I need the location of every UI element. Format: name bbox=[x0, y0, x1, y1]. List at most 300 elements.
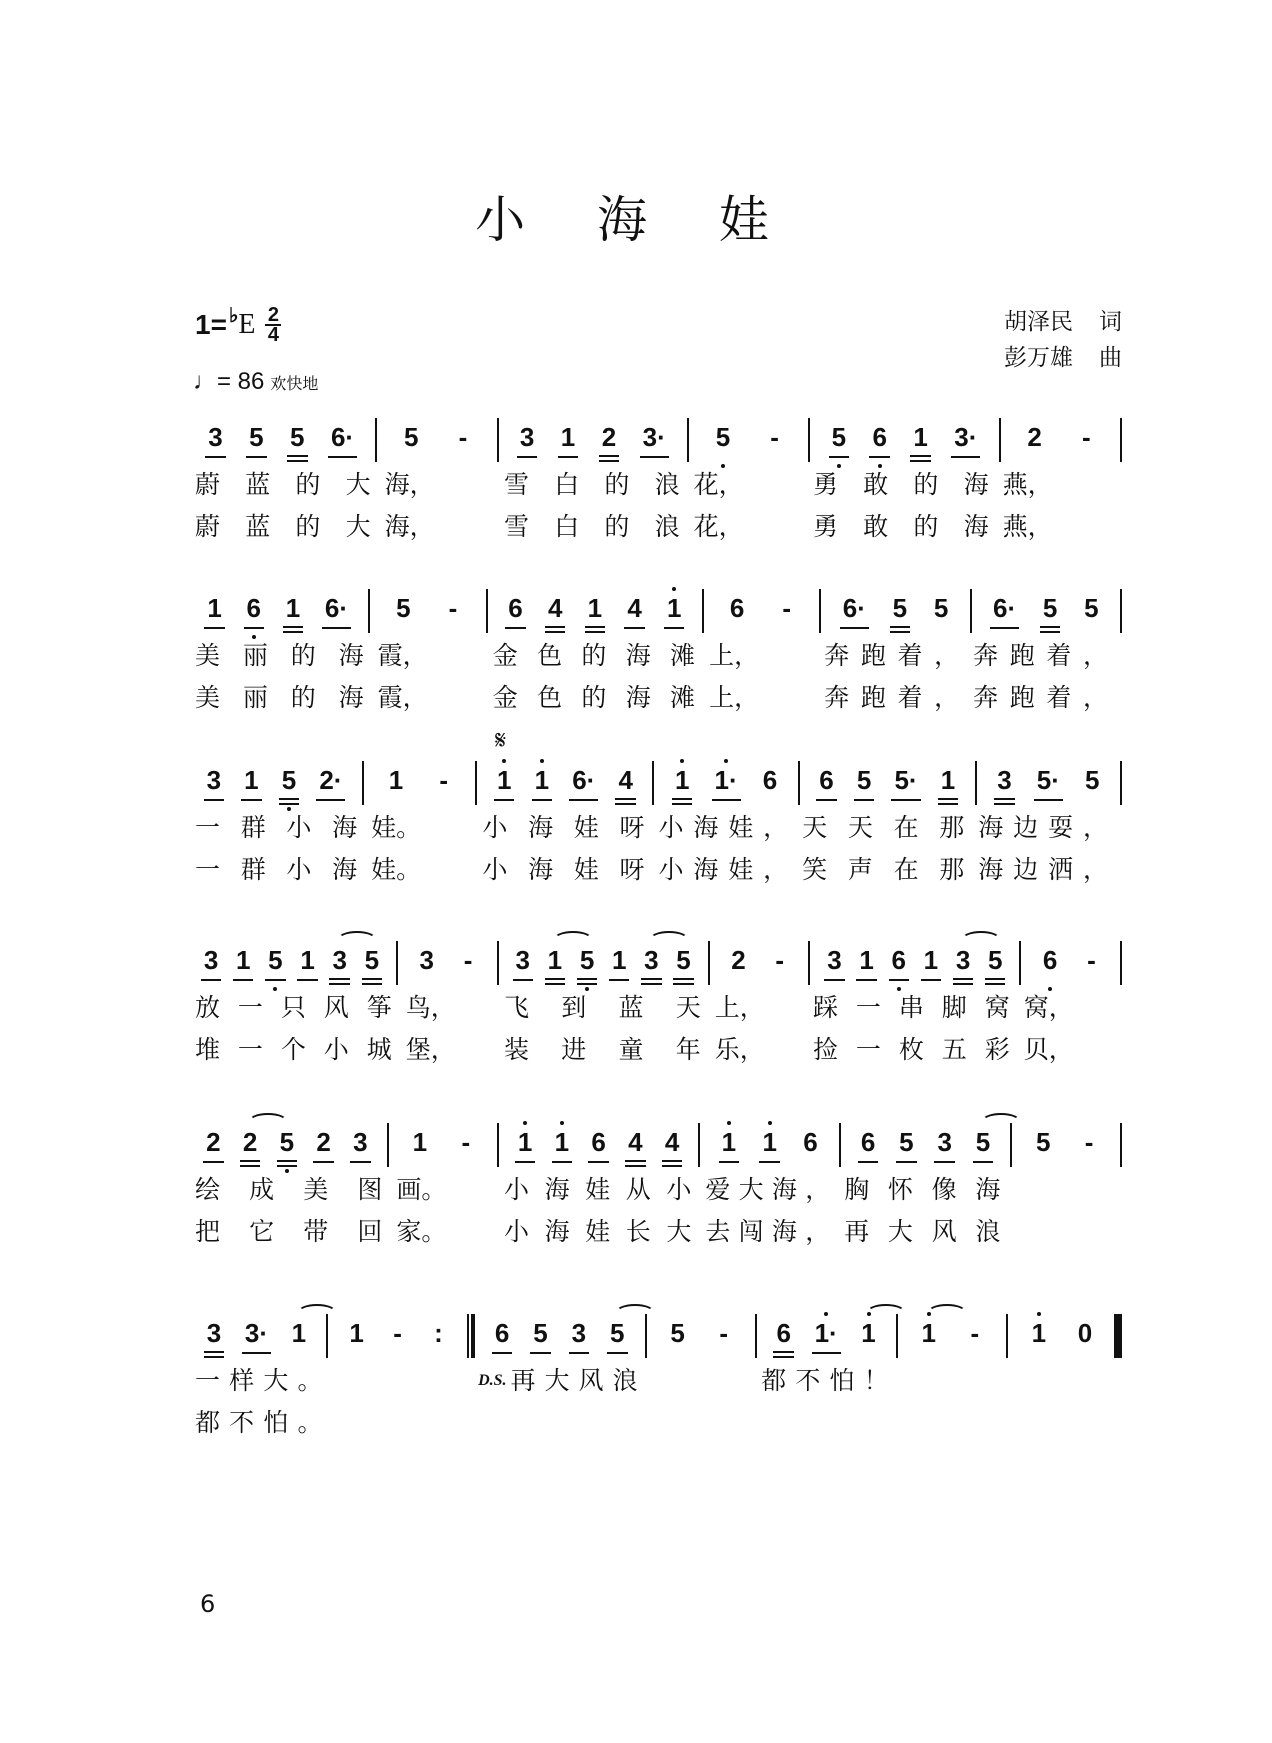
note-digit: 6 bbox=[860, 1127, 876, 1157]
note-digit: 6 bbox=[872, 422, 887, 452]
lyrics-measure bbox=[478, 1362, 651, 1400]
note bbox=[812, 1318, 841, 1358]
lyrics-measure bbox=[802, 809, 978, 847]
slur-arc bbox=[927, 1304, 967, 1322]
measure bbox=[362, 761, 475, 805]
measure bbox=[326, 1314, 473, 1358]
lyrics-measure bbox=[504, 1213, 705, 1251]
note bbox=[891, 765, 920, 805]
lyrics-measure bbox=[378, 637, 493, 675]
measure bbox=[475, 761, 652, 805]
note bbox=[662, 1127, 682, 1167]
note bbox=[896, 1127, 916, 1167]
lyrics-measure bbox=[813, 1031, 1024, 1069]
lyric-text: 霞， bbox=[377, 683, 428, 712]
score-row bbox=[195, 761, 1122, 889]
lyric-text: 小海娃， bbox=[658, 855, 789, 884]
lyrics-measure bbox=[973, 637, 1122, 675]
slur-arc bbox=[297, 1304, 337, 1322]
note bbox=[362, 945, 382, 985]
note bbox=[1033, 1127, 1053, 1167]
lyric-text: 放一只风筝 bbox=[195, 993, 392, 1022]
note bbox=[609, 945, 629, 985]
note bbox=[513, 945, 533, 985]
note bbox=[346, 1318, 366, 1358]
note-digit: 2 bbox=[1027, 422, 1042, 452]
measure bbox=[195, 1123, 387, 1167]
note-digit: - bbox=[461, 1127, 471, 1157]
measure bbox=[687, 418, 808, 462]
lyrics-verse-2 bbox=[195, 851, 1122, 889]
lyrics-verse-1 bbox=[195, 809, 1122, 847]
note bbox=[241, 765, 261, 805]
note-digit: 5 bbox=[892, 593, 908, 623]
note-digit: 4 bbox=[627, 593, 642, 623]
note-digit: 1 bbox=[940, 765, 956, 795]
note bbox=[994, 765, 1014, 805]
note-digit: 1 bbox=[859, 945, 874, 975]
key-signature bbox=[195, 306, 281, 344]
tempo-marking bbox=[193, 368, 318, 396]
lyrics-measure bbox=[651, 1362, 761, 1400]
note-digit: 5 bbox=[856, 765, 872, 795]
note-digit: 1 bbox=[517, 1127, 533, 1157]
note-digit: - bbox=[1084, 1127, 1094, 1157]
key-note: E bbox=[238, 309, 256, 340]
note bbox=[673, 945, 693, 985]
note-digit: 5 bbox=[610, 1318, 625, 1348]
note-digit: 1 bbox=[587, 593, 603, 623]
note bbox=[588, 1127, 608, 1167]
measure bbox=[808, 418, 998, 462]
note-digit: 2 bbox=[731, 945, 746, 975]
lyrics-verse-2 bbox=[195, 508, 1122, 546]
measure bbox=[808, 941, 1019, 985]
note bbox=[545, 593, 565, 633]
note bbox=[388, 1318, 408, 1358]
note-digit: 5 bbox=[364, 945, 380, 975]
measure bbox=[1019, 941, 1122, 985]
note bbox=[328, 422, 357, 462]
note bbox=[577, 945, 597, 985]
note-digit: 5 bbox=[676, 945, 691, 975]
lyrics-verse-1 bbox=[195, 989, 1122, 1027]
measure bbox=[698, 1123, 839, 1167]
measure bbox=[195, 418, 375, 462]
note-digit: 3 bbox=[955, 945, 971, 975]
note-digit: 4 bbox=[628, 1127, 643, 1157]
note-digit: 1 bbox=[388, 765, 404, 795]
measure bbox=[368, 589, 485, 633]
note-digit: 5 bbox=[1035, 1127, 1051, 1157]
lyric-text: 笑声在那 bbox=[802, 855, 965, 884]
note-digit: 5 bbox=[404, 422, 419, 452]
note-digit: 3 bbox=[332, 945, 347, 975]
measure bbox=[195, 1314, 326, 1358]
note bbox=[428, 1318, 448, 1358]
notes-line bbox=[195, 761, 1122, 805]
note-digit: 1 bbox=[611, 945, 627, 975]
note-digit: 6 bbox=[776, 1318, 791, 1348]
note-digit: 2 bbox=[206, 1127, 221, 1157]
lyric-text: 上， bbox=[709, 641, 760, 670]
note bbox=[316, 765, 345, 805]
measure bbox=[195, 589, 368, 633]
lyric-text: 燕， bbox=[1002, 512, 1053, 541]
lyrics-measure bbox=[813, 466, 1003, 504]
note bbox=[1081, 945, 1101, 985]
measure bbox=[396, 941, 497, 985]
lyrics-measure bbox=[195, 809, 371, 847]
lyrics-verse-1 bbox=[195, 466, 1122, 504]
high-octave-dot bbox=[502, 759, 506, 763]
lyrics-measure bbox=[1003, 508, 1122, 546]
note-digit: - bbox=[775, 945, 785, 975]
segno-sign: 𝄋 bbox=[495, 726, 507, 756]
lyrics-measure bbox=[903, 1404, 1013, 1442]
note-digit: 4 bbox=[664, 1127, 680, 1157]
note bbox=[203, 1127, 223, 1167]
note bbox=[773, 1318, 793, 1358]
note-digit: 5 bbox=[987, 945, 1003, 975]
note-digit: 3 bbox=[206, 765, 222, 795]
note bbox=[934, 1127, 954, 1167]
time-numerator: 2 bbox=[267, 304, 280, 326]
note bbox=[760, 765, 780, 805]
measure bbox=[702, 589, 819, 633]
notes-line bbox=[195, 941, 1122, 985]
measure bbox=[497, 418, 687, 462]
note bbox=[1076, 422, 1096, 462]
note bbox=[641, 945, 661, 985]
note bbox=[1040, 593, 1060, 633]
lyrics-measure bbox=[504, 989, 715, 1027]
lyrics-measure bbox=[396, 1171, 504, 1209]
lyrics-measure bbox=[694, 508, 813, 546]
note bbox=[1040, 945, 1060, 985]
credits bbox=[1004, 304, 1122, 376]
lyric-text: 去闯海， bbox=[705, 1217, 831, 1246]
note bbox=[201, 945, 221, 985]
lyric-text: 堡， bbox=[405, 1035, 456, 1064]
low-octave-dot bbox=[721, 464, 725, 468]
measure bbox=[975, 761, 1122, 805]
note-digit: 6· bbox=[330, 422, 355, 452]
lyrics-measure bbox=[337, 1404, 479, 1442]
note-digit: 4 bbox=[618, 765, 633, 795]
low-octave-dot bbox=[252, 635, 256, 639]
note bbox=[938, 765, 958, 805]
note bbox=[277, 1127, 297, 1167]
note bbox=[1029, 1318, 1049, 1358]
lyric-text: 家。 bbox=[396, 1217, 447, 1246]
lyrics-measure bbox=[715, 989, 813, 1027]
note-digit: 4 bbox=[547, 593, 563, 623]
note-digit: 1 bbox=[923, 945, 939, 975]
note bbox=[919, 1318, 939, 1358]
measure bbox=[195, 941, 396, 985]
lyric-text: 乐， bbox=[714, 1035, 765, 1064]
note bbox=[1075, 1318, 1095, 1358]
notes-line bbox=[195, 418, 1122, 462]
lyric-text: 蔚蓝的大 bbox=[195, 470, 371, 499]
note bbox=[858, 1127, 878, 1167]
lyric-text: 娃。 bbox=[371, 855, 422, 884]
lyric-text: 蔚蓝的大 bbox=[195, 512, 371, 541]
lyrics-measure bbox=[824, 679, 973, 717]
lyrics-measure bbox=[482, 809, 658, 847]
note bbox=[279, 765, 299, 805]
lyrics-measure bbox=[1014, 1213, 1122, 1251]
note bbox=[1081, 593, 1101, 633]
note-digit: 2 bbox=[316, 1127, 331, 1157]
note-digit: 5 bbox=[1084, 593, 1099, 623]
lyrics-measure bbox=[658, 809, 802, 847]
note-digit: - bbox=[439, 765, 449, 795]
measure bbox=[652, 761, 797, 805]
note bbox=[443, 593, 463, 633]
note bbox=[515, 1127, 535, 1167]
note bbox=[869, 422, 889, 462]
note-digit: 5 bbox=[933, 593, 949, 623]
note bbox=[242, 1318, 271, 1358]
high-octave-dot bbox=[1037, 1312, 1041, 1316]
note bbox=[714, 1318, 734, 1358]
lyrics-measure bbox=[761, 1362, 903, 1400]
note bbox=[615, 765, 635, 805]
lyric-text: 小海娃， bbox=[658, 813, 789, 842]
lyric-text: 再大风浪 bbox=[510, 1366, 638, 1395]
note-digit: 3 bbox=[644, 945, 659, 975]
note-digit: 6 bbox=[819, 765, 834, 795]
note-digit: 2· bbox=[319, 765, 343, 795]
note-digit: - bbox=[1081, 422, 1091, 452]
lyric-text: 上， bbox=[709, 683, 760, 712]
note-digit: 5 bbox=[279, 1127, 295, 1157]
quarter-note-icon: ♩ bbox=[193, 368, 217, 395]
note-digit: 1 bbox=[300, 945, 315, 975]
low-octave-dot bbox=[878, 464, 882, 468]
high-octave-dot bbox=[560, 1121, 564, 1125]
note bbox=[624, 593, 644, 633]
note-digit: 5 bbox=[579, 945, 595, 975]
note bbox=[204, 1318, 224, 1358]
lyrics-measure bbox=[396, 1213, 504, 1251]
note bbox=[393, 593, 413, 633]
lyric-text: 金色的海滩 bbox=[492, 641, 696, 670]
lyrics-measure bbox=[504, 508, 694, 546]
note bbox=[410, 1127, 430, 1167]
note bbox=[777, 593, 797, 633]
measure bbox=[497, 941, 708, 985]
note bbox=[713, 422, 733, 462]
note bbox=[283, 593, 303, 633]
lyrics-measure bbox=[651, 1404, 761, 1442]
lyrics-measure bbox=[378, 679, 493, 717]
low-octave-dot bbox=[285, 1169, 289, 1173]
key-prefix: 1= bbox=[195, 309, 227, 340]
note bbox=[727, 593, 747, 633]
lyric-text: 爱大海， bbox=[705, 1175, 831, 1204]
note-digit: 5· bbox=[1036, 765, 1060, 795]
notes-line bbox=[195, 589, 1122, 633]
note-digit: 5· bbox=[894, 765, 918, 795]
low-octave-dot bbox=[287, 807, 291, 811]
note-digit: 3 bbox=[997, 765, 1012, 795]
low-octave-dot bbox=[837, 464, 841, 468]
time-denominator: 4 bbox=[267, 324, 280, 346]
note-digit: 1 bbox=[762, 1127, 777, 1157]
score-row bbox=[195, 941, 1122, 1069]
note-digit: 5 bbox=[831, 422, 847, 452]
lyrics-measure bbox=[658, 851, 802, 889]
note bbox=[931, 593, 951, 633]
lyrics-measure bbox=[406, 989, 504, 1027]
lyric-text: 花， bbox=[693, 470, 744, 499]
lyrics-measure bbox=[493, 637, 709, 675]
lyric-text: 装进童年 bbox=[504, 1035, 701, 1064]
note bbox=[401, 422, 421, 462]
lyric-text: 一群小海 bbox=[195, 813, 358, 842]
note-digit: - bbox=[448, 593, 458, 623]
note-digit: 6· bbox=[572, 765, 596, 795]
lyric-text: 胸怀像海 bbox=[844, 1175, 1001, 1204]
lyrics-measure bbox=[1012, 1362, 1122, 1400]
lyric-text: 小海娃从小 bbox=[504, 1175, 692, 1204]
note bbox=[417, 945, 437, 985]
high-octave-dot bbox=[523, 1121, 527, 1125]
note bbox=[204, 765, 224, 805]
lyrics-measure bbox=[1024, 1031, 1122, 1069]
note bbox=[829, 422, 849, 462]
lyrics-measure bbox=[709, 679, 824, 717]
dal-segno-mark: D.S. bbox=[478, 1372, 507, 1389]
note bbox=[800, 1127, 820, 1167]
note bbox=[386, 765, 406, 805]
note-digit: 1 bbox=[921, 1318, 936, 1348]
note bbox=[265, 945, 285, 985]
note bbox=[558, 422, 578, 462]
note-digit: 6 bbox=[729, 593, 745, 623]
lyrics-measure bbox=[478, 1404, 651, 1442]
lyrics-measure bbox=[195, 679, 378, 717]
high-octave-dot bbox=[724, 759, 728, 763]
note bbox=[313, 1127, 333, 1167]
lyric-text: 奔跑着， bbox=[824, 683, 960, 712]
note bbox=[246, 422, 266, 462]
note bbox=[765, 422, 785, 462]
measure bbox=[473, 1314, 645, 1358]
measure bbox=[497, 1123, 699, 1167]
note bbox=[329, 945, 349, 985]
lyrics-measure bbox=[973, 679, 1122, 717]
lyric-text: 霞， bbox=[377, 641, 428, 670]
note bbox=[350, 1127, 370, 1167]
note bbox=[770, 945, 790, 985]
low-octave-dot bbox=[897, 987, 901, 991]
note bbox=[1034, 765, 1063, 805]
lyrics-measure bbox=[504, 1171, 705, 1209]
note-digit: - bbox=[970, 1318, 980, 1348]
score-row bbox=[195, 418, 1122, 546]
note bbox=[990, 593, 1019, 633]
lyrics-verse-1 bbox=[195, 637, 1122, 675]
lyrics-measure bbox=[715, 1031, 813, 1069]
lyric-text: 绘成美图 bbox=[195, 1175, 383, 1204]
lyric-text: 把它带回 bbox=[195, 1217, 383, 1246]
note-digit: 5 bbox=[281, 765, 297, 795]
lyrics-measure bbox=[1014, 1171, 1122, 1209]
note bbox=[1024, 422, 1044, 462]
lyrics-measure bbox=[385, 466, 504, 504]
note bbox=[545, 945, 565, 985]
note bbox=[552, 1127, 572, 1167]
lyric-text: 贝， bbox=[1023, 1035, 1074, 1064]
lyrics-measure bbox=[504, 466, 694, 504]
note-digit: 1· bbox=[714, 765, 738, 795]
note bbox=[244, 593, 264, 633]
lyric-text: 飞到蓝天 bbox=[504, 993, 701, 1022]
note bbox=[458, 945, 478, 985]
high-octave-dot bbox=[540, 759, 544, 763]
note bbox=[494, 765, 514, 805]
lyrics-measure bbox=[371, 851, 482, 889]
lyrics-measure bbox=[195, 1031, 406, 1069]
note-digit: - bbox=[782, 593, 791, 623]
lyric-text: 奔跑着， bbox=[973, 683, 1108, 712]
note bbox=[965, 1318, 985, 1358]
note bbox=[985, 945, 1005, 985]
lyrics-measure bbox=[1003, 466, 1122, 504]
note-digit: 5 bbox=[533, 1318, 548, 1348]
lyric-text: 天天在那 bbox=[802, 813, 965, 842]
lyricist bbox=[1004, 304, 1122, 340]
note-digit: 6 bbox=[891, 945, 906, 975]
lyrics-measure bbox=[813, 508, 1003, 546]
note-digit: 3 bbox=[203, 945, 219, 975]
lyrics-measure bbox=[1012, 1404, 1122, 1442]
lyric-text: 小海娃长大 bbox=[504, 1217, 692, 1246]
lyric-text: 都不怕。 bbox=[195, 1408, 323, 1437]
note bbox=[824, 945, 844, 985]
lyrics-measure bbox=[694, 466, 813, 504]
note bbox=[205, 422, 225, 462]
lyrics-verse-1 bbox=[195, 1362, 1122, 1400]
note-digit: 1 bbox=[913, 422, 928, 452]
measure bbox=[375, 418, 496, 462]
page-number: 6 bbox=[200, 1590, 216, 1618]
measure bbox=[755, 1314, 896, 1358]
measure bbox=[387, 1123, 497, 1167]
note-digit: 3 bbox=[571, 1318, 587, 1348]
note bbox=[816, 765, 836, 805]
lyric-text: 堆一个小城 bbox=[195, 1035, 392, 1064]
lyric-text: 勇敢的海 bbox=[813, 470, 989, 499]
measure bbox=[798, 761, 975, 805]
note bbox=[910, 422, 930, 462]
note-digit: 0 bbox=[1077, 1318, 1093, 1348]
note-digit: 1 bbox=[554, 1127, 570, 1157]
note-digit: 2 bbox=[601, 422, 617, 452]
note-digit: 5 bbox=[268, 945, 283, 975]
note bbox=[890, 593, 910, 633]
lyrics-measure bbox=[195, 1213, 396, 1251]
lyrics-measure bbox=[705, 1171, 844, 1209]
note-digit: 3 bbox=[937, 1127, 952, 1157]
measure bbox=[839, 1123, 1010, 1167]
note bbox=[240, 1127, 260, 1167]
measure bbox=[999, 418, 1122, 462]
